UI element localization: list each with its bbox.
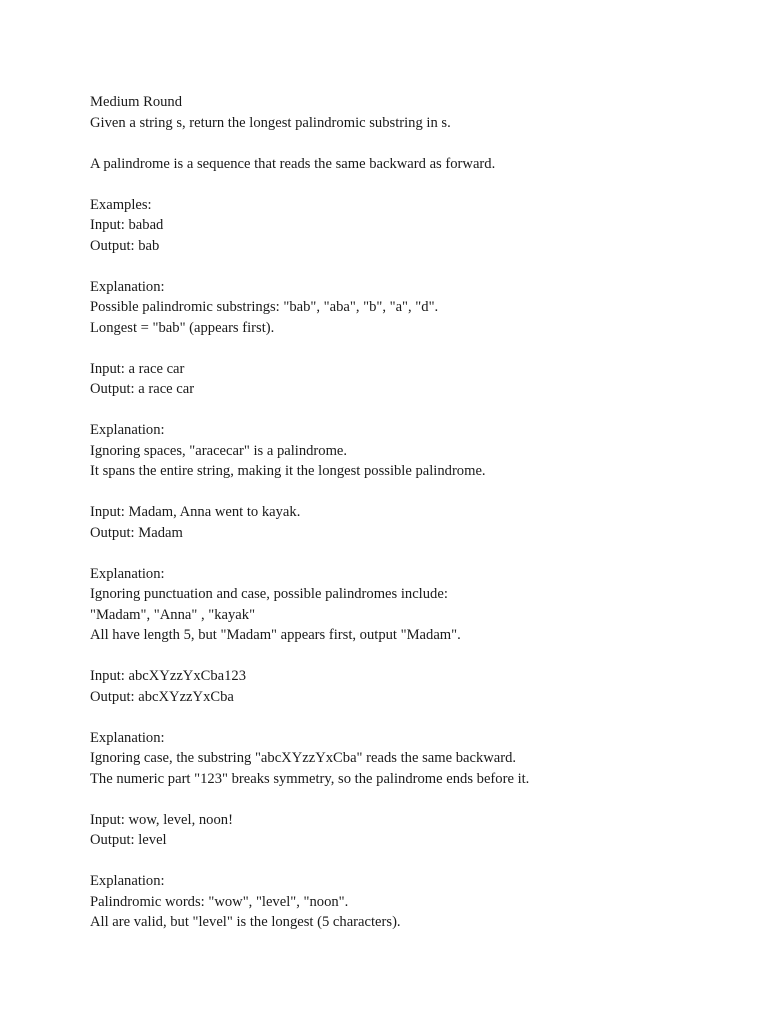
- spacer: [90, 338, 730, 359]
- spacer: [90, 851, 730, 872]
- document-page: [90, 92, 730, 933]
- palindrome-definition: A palindrome is a sequence that reads the same backward as forward.: [90, 155, 496, 172]
- spacer: [90, 400, 730, 421]
- explanation-line: Longest = "bab" (appears first).: [90, 319, 275, 336]
- explanation-heading: Explanation:: [90, 565, 165, 582]
- explanation-line: Palindromic words: "wow", "level", "noon".: [90, 893, 349, 910]
- example-output: Output: a race car: [90, 381, 195, 397]
- problem-statement: Given a string s, return the longest palindromic substring in s.: [90, 114, 451, 131]
- example-output: Output: bab: [90, 237, 160, 254]
- spacer: [90, 256, 730, 277]
- example-output: Output: abcXYzzYxCba: [90, 688, 234, 705]
- explanation-line: Ignoring case, the substring "abcXYzzYxCba" reads the same backward.: [90, 750, 517, 766]
- spacer: [90, 133, 730, 154]
- example-input: Input: wow, level, noon!: [90, 811, 233, 828]
- explanation-line: It spans the entire string, making it the longest possible palindrome.: [90, 463, 486, 479]
- spacer: [90, 174, 730, 195]
- explanation-line: Ignoring punctuation and case, possible palindromes include:: [90, 586, 448, 602]
- spacer: [90, 543, 730, 564]
- spacer: [90, 789, 730, 810]
- explanation-heading: Explanation:: [90, 278, 165, 295]
- explanation-line: All are valid, but "level" is the longest (5 characters).: [90, 914, 401, 930]
- spacer: [90, 646, 730, 667]
- explanation-heading: Explanation:: [90, 422, 165, 438]
- explanation-line: Possible palindromic substrings: "bab", "aba", "b", "a", "d".: [90, 299, 439, 315]
- explanation-heading: Explanation:: [90, 729, 165, 746]
- spacer: [90, 482, 730, 503]
- explanation-heading: Explanation:: [90, 873, 165, 889]
- example-input: Input: Madam, Anna went to kayak.: [90, 504, 301, 520]
- explanation-line: Ignoring spaces, "aracecar" is a palindrome.: [90, 442, 348, 459]
- example-output: Output: level: [90, 832, 167, 848]
- document-title: Medium Round: [90, 94, 183, 110]
- examples-heading: Examples:: [90, 196, 152, 213]
- explanation-line: "Madam", "Anna" , "kayak": [90, 606, 256, 623]
- example-input: Input: babad: [90, 217, 164, 233]
- example-input: Input: a race car: [90, 360, 185, 377]
- explanation-line: The numeric part "123" breaks symmetry, so the palindrome ends before it.: [90, 770, 530, 787]
- example-input: Input: abcXYzzYxCba123: [90, 668, 247, 684]
- spacer: [90, 707, 730, 728]
- explanation-line: All have length 5, but "Madam" appears first, output "Madam".: [90, 627, 461, 643]
- example-output: Output: Madam: [90, 524, 183, 541]
